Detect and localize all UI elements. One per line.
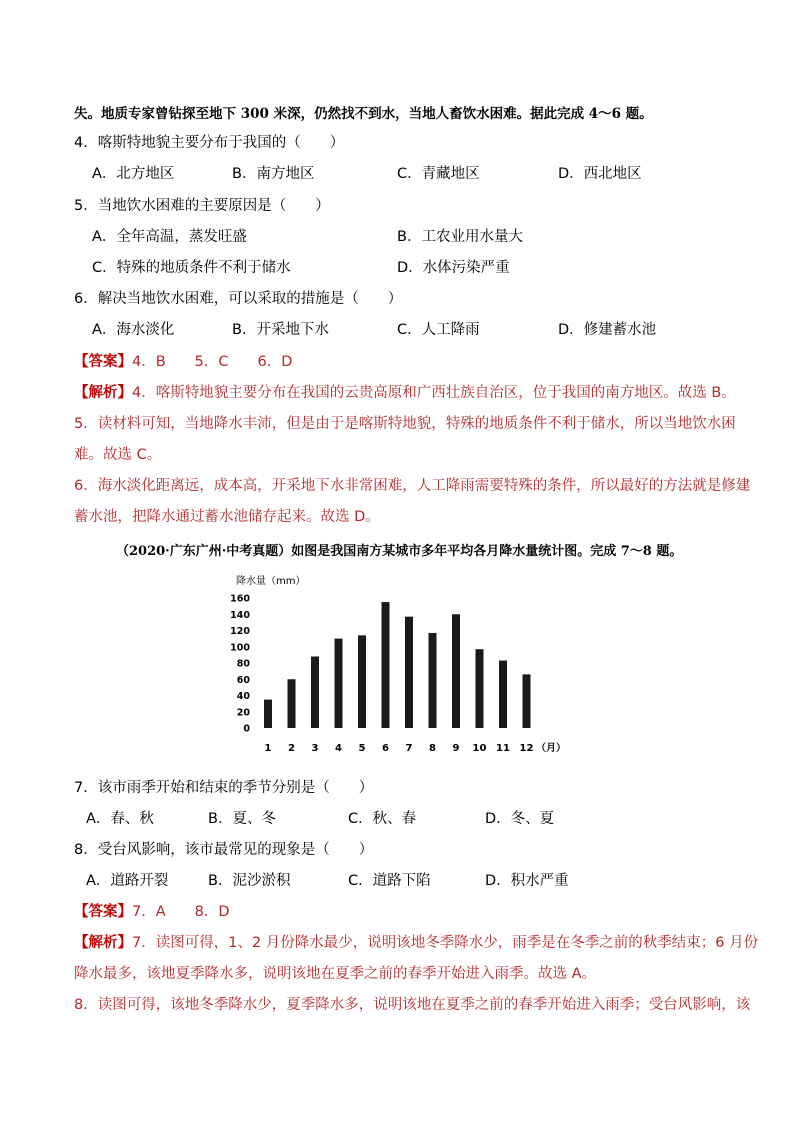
bar-month-11 — [499, 661, 507, 728]
analysis-line: 难。故选 C。 — [74, 447, 162, 463]
q6-option-a: A．海水淡化 — [92, 322, 175, 338]
answer-tag: 【答案】 — [74, 904, 132, 920]
answer-block-1 — [74, 352, 292, 372]
analysis-block-2 — [74, 933, 758, 953]
x-tick-label: 9 — [452, 743, 460, 754]
x-tick-label: 1 — [264, 743, 272, 754]
q8-option-d: D．积水严重 — [485, 873, 569, 889]
q6-option-b: B．开采地下水 — [232, 322, 329, 338]
answer-values: 4．B 5．C 6．D — [132, 354, 293, 370]
analysis-line: 蓄水池，把降水通过蓄水池储存起来。故选 D。 — [74, 509, 380, 525]
bar-month-9 — [452, 614, 460, 728]
q7-option-b: B．夏、冬 — [208, 811, 276, 827]
x-tick-label: 7 — [405, 743, 413, 754]
q4-option-d: D．西北地区 — [558, 166, 642, 182]
bar-month-1 — [264, 700, 272, 728]
q4-option-b: B．南方地区 — [232, 166, 315, 182]
y-tick-label: 40 — [236, 691, 250, 702]
precipitation-bar-chart — [228, 572, 568, 758]
analysis-tag: 【解析】 — [74, 935, 132, 951]
y-tick-label: 160 — [230, 593, 250, 605]
x-tick-label: 5 — [358, 743, 366, 754]
x-axis-label: （月） — [536, 743, 566, 754]
q4-option-c: C．青藏地区 — [397, 166, 480, 182]
y-tick-label: 20 — [236, 707, 250, 719]
q7-option-d: D．冬、夏 — [485, 811, 555, 827]
x-tick-label: 8 — [429, 743, 436, 754]
q5-option-c: C．特殊的地质条件不利于储水 — [92, 260, 291, 276]
q8-option-b: B．泥沙淤积 — [208, 873, 291, 889]
answer-tag: 【答案】 — [74, 354, 132, 370]
bar-month-5 — [358, 635, 366, 728]
q6-option-d: D．修建蓄水池 — [558, 322, 657, 338]
answer-values: 7．A 8．D — [132, 904, 230, 920]
x-tick-label: 2 — [288, 743, 295, 754]
x-ticks — [265, 743, 534, 754]
y-ticks — [230, 594, 250, 735]
q8-option-c: C．道路下陷 — [348, 873, 431, 889]
bar-month-6 — [382, 602, 390, 728]
x-tick-label: 6 — [382, 743, 389, 754]
chart-caption: （2020·广东广州·中考真题）如图是我国南方某城市多年平均各月降水量统计图。完成 7～8 题。 — [116, 544, 683, 559]
analysis-line: 4．喀斯特地貌主要分布在我国的云贵高原和广西壮族自治区，位于我国的南方地区。故选 B。 — [132, 385, 736, 401]
question-8-stem: 8．受台风影响，该市最常见的现象是（ ） — [74, 842, 374, 858]
question-7-stem: 7．该市雨季开始和结束的季节分别是（ ） — [74, 780, 374, 796]
analysis-tag: 【解析】 — [74, 385, 132, 401]
q7-option-a: A．春、秋 — [86, 811, 154, 827]
q4-option-a: A．北方地区 — [92, 166, 175, 182]
q5-option-b: B．工农业用水量大 — [397, 229, 523, 245]
y-tick-label: 120 — [230, 626, 250, 637]
analysis-line: 5．读材料可知，当地降水丰沛，但是由于是喀斯特地貌，特殊的地质条件不利于储水，所以当地饮水困 — [74, 416, 736, 432]
x-tick-label: 10 — [472, 743, 487, 754]
question-6-stem: 6．解决当地饮水困难，可以采取的措施是（ ） — [74, 291, 403, 307]
bar-month-10 — [476, 649, 484, 728]
analysis-line: 6．海水淡化距离远，成本高，开采地下水非常困难，人工降雨需要特殊的条件，所以最好的方法就是修建 — [74, 478, 751, 494]
q8-option-a: A．道路开裂 — [86, 873, 169, 889]
analysis-line: 降水最多，该地夏季降水多，说明该地在夏季之前的春季开始进入雨季。故选 A。 — [74, 966, 597, 982]
question-4-stem: 4．喀斯特地貌主要分布于我国的（ ） — [74, 135, 345, 151]
y-tick-label: 140 — [230, 609, 250, 621]
y-tick-label: 0 — [243, 723, 250, 735]
answer-block-2 — [74, 902, 230, 922]
x-tick-label: 12 — [519, 743, 534, 754]
question-5-stem: 5．当地饮水困难的主要原因是（ ） — [74, 198, 330, 214]
x-tick-label: 3 — [311, 743, 319, 754]
y-axis-label: 降水量（mm） — [236, 576, 306, 587]
x-tick-label: 4 — [335, 743, 342, 754]
bar-month-2 — [288, 679, 296, 728]
bar-month-3 — [311, 657, 319, 729]
y-tick-label: 80 — [236, 658, 250, 670]
bar-month-8 — [429, 633, 437, 728]
x-tick-label: 11 — [496, 743, 510, 754]
bar-month-12 — [523, 674, 531, 728]
analysis-line: 8．读图可得，该地冬季降水少，夏季降水多，说明该地在夏季之前的春季开始进入雨季；受台风影响，该 — [74, 997, 751, 1013]
bar-month-7 — [405, 617, 413, 728]
analysis-line: 7．读图可得，1、2 月份降水最少，说明该地冬季降水少，雨季是在冬季之前的秋季结束；6 月份 — [132, 935, 759, 951]
y-tick-label: 100 — [230, 642, 250, 654]
y-tick-label: 60 — [236, 674, 250, 686]
q7-option-c: C．秋、春 — [348, 811, 417, 827]
analysis-block-1 — [74, 383, 736, 403]
q5-option-a: A．全年高温，蒸发旺盛 — [92, 229, 247, 245]
q5-option-d: D．水体污染严重 — [397, 260, 510, 276]
q6-option-c: C．人工降雨 — [397, 322, 480, 338]
bars — [264, 602, 531, 728]
bar-month-4 — [335, 639, 343, 728]
intro-text: 失。地质专家曾钻探至地下 300 米深，仍然找不到水，当地人畜饮水困难。据此完成 4～6 题。 — [74, 106, 653, 122]
